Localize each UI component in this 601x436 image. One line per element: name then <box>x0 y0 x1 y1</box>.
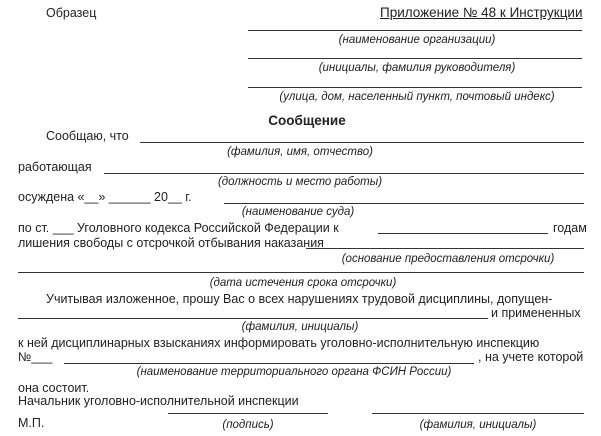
court-line <box>224 203 584 204</box>
org-line <box>248 30 582 31</box>
expiry-caption: (дата истечения срока отсрочки) <box>209 277 397 289</box>
signer-name-caption: (фамилия, инициалы) <box>419 419 537 431</box>
appendix-label: Приложение № 48 к Инструкции <box>380 5 583 20</box>
convicted-label: осуждена «__» ______ 20__ г. <box>18 190 192 204</box>
years-label: годам <box>553 221 587 235</box>
head-line <box>248 58 582 59</box>
seal-label: М.П. <box>18 416 45 430</box>
working-label: работающая <box>18 160 92 174</box>
consists-label: она состоит. <box>18 381 90 395</box>
name-line <box>18 318 488 319</box>
chief-label: Начальник уголовно-исполнительной инспекции <box>18 394 299 408</box>
signature-line <box>168 413 328 414</box>
request-line: Учитывая изложенное, прошу Вас о всех нарушениях трудовой дисциплины, допущен- <box>46 292 553 306</box>
deprivation-line: лишения свободы с отсрочкой отбывания наказания <box>18 236 324 250</box>
fio-line <box>140 142 584 143</box>
position-line <box>104 173 584 174</box>
position-caption: (должность и место работы) <box>217 176 383 188</box>
number-label: №___ <box>18 350 53 364</box>
document-title: Сообщение <box>268 113 346 128</box>
basis-caption: (основание предоставления отсрочки) <box>341 253 555 265</box>
basis-line <box>306 248 584 249</box>
address-line <box>248 87 582 88</box>
fio-caption: (фамилия, имя, отчество) <box>227 146 373 158</box>
inform-label: Сообщаю, что <box>46 129 129 143</box>
address-caption: (улица, дом, населенный пункт, почтовый индекс) <box>279 91 555 103</box>
sample-label: Образец <box>46 6 97 20</box>
inspection-line <box>64 363 474 364</box>
org-caption: (наименование организации) <box>338 34 496 46</box>
article-line: по ст. ___ Уголовного кодекса Российской Федерации к <box>18 221 339 235</box>
applied-label: и примененных <box>491 306 581 320</box>
expiry-line <box>18 272 584 273</box>
fsin-caption: (наименование территориального органа ФСИН России) <box>136 366 452 378</box>
registered-label: , на учете которой <box>478 350 584 364</box>
term-line <box>378 233 548 234</box>
head-caption: (инициалы, фамилия руководителя) <box>318 62 516 74</box>
inform-inspection-line: к ней дисциплинарных взысканиях информировать уголовно-исполнительную инспекцию <box>18 336 540 350</box>
signature-caption: (подпись) <box>222 419 274 431</box>
court-caption: (наименование суда) <box>241 206 355 218</box>
name-initials-caption: (фамилия, инициалы) <box>241 321 359 333</box>
signer-name-line <box>372 413 584 414</box>
